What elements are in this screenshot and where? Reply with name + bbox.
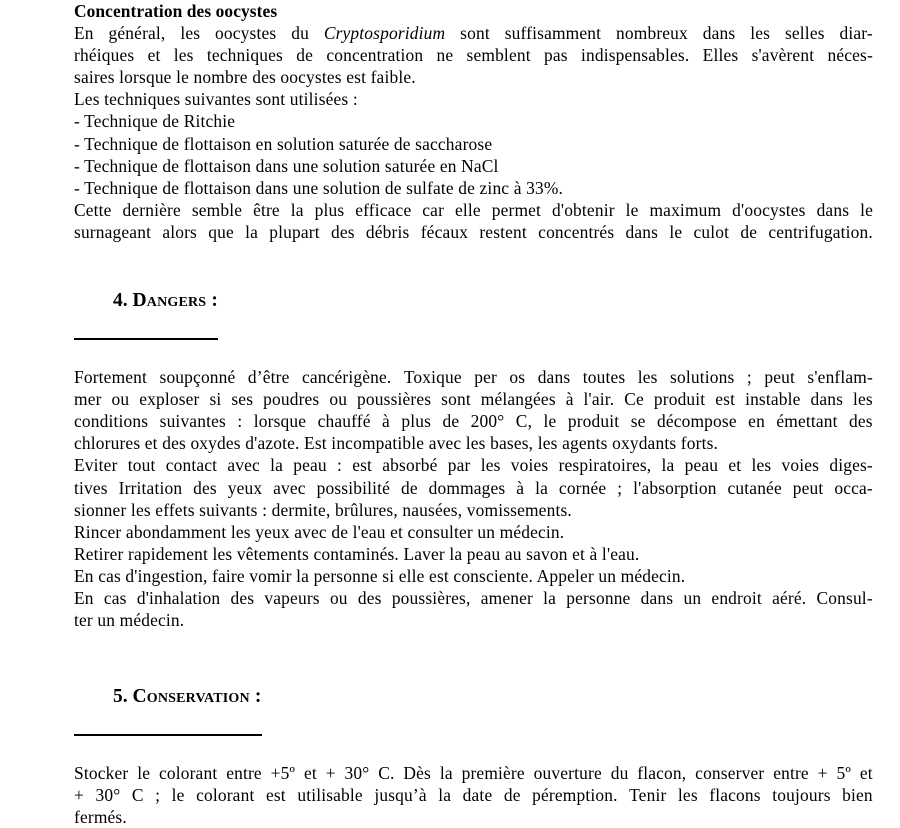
- line-word: exploser: [139, 389, 205, 410]
- text-line: [74, 221, 873, 243]
- line-word: occa-: [834, 477, 873, 498]
- spacer-after-dangers-heading: [74, 340, 873, 366]
- text-line: [74, 499, 873, 521]
- line-word: mer: [74, 389, 107, 410]
- line-word: se: [630, 411, 651, 432]
- line-word: un: [683, 587, 706, 608]
- line-word: :: [237, 411, 247, 432]
- line-word: dans: [537, 367, 575, 388]
- text-line: [74, 366, 873, 388]
- line-word: et: [859, 763, 873, 784]
- line-word: les: [750, 23, 775, 44]
- line-word: néces-: [827, 45, 873, 66]
- text-line: [74, 565, 873, 587]
- line-word: 5º: [836, 763, 856, 784]
- line-word: En: [74, 23, 99, 44]
- line-word: entre: [773, 763, 814, 784]
- heading-title: Dangers :: [132, 290, 219, 312]
- section-heading-dangers: [74, 265, 218, 340]
- line-word: des: [230, 587, 259, 608]
- line-word: à: [516, 477, 529, 498]
- line-word: la: [661, 455, 679, 476]
- line-word: respiratoires,: [558, 455, 656, 476]
- line-word: ouverture: [533, 763, 607, 784]
- line-word: à: [382, 411, 395, 432]
- line-word: des: [330, 221, 360, 242]
- line-word: la: [543, 587, 561, 608]
- line-word: d’être: [247, 367, 295, 388]
- line-word: culot: [693, 221, 734, 242]
- text-line: [74, 762, 873, 784]
- line-word: contact: [165, 455, 222, 476]
- line-word: Stocker: [74, 763, 133, 784]
- line-word: efficace: [355, 199, 416, 220]
- line-word: voies: [510, 455, 553, 476]
- line-word: de: [296, 45, 318, 66]
- line-word: d'oocystes: [732, 199, 811, 220]
- line-word: par: [447, 455, 476, 476]
- line-word: per: [474, 367, 502, 388]
- line-word: diges-: [829, 455, 873, 476]
- line-word: colorant: [196, 785, 259, 806]
- text-line: [74, 66, 873, 88]
- line-word: est: [265, 785, 291, 806]
- line-word: des: [193, 477, 222, 498]
- line-word: ;: [155, 785, 165, 806]
- line-word: toutes: [582, 367, 630, 388]
- line-word: poussières,: [391, 587, 476, 608]
- line-word: poussières: [357, 389, 436, 410]
- line-word: permet: [491, 199, 546, 220]
- line-word: oocystes: [215, 23, 281, 44]
- line-word: peut: [764, 367, 800, 388]
- line-word: Fortement: [74, 367, 152, 388]
- heading-conservation-wrapper: [74, 661, 873, 736]
- line-word: avec: [227, 455, 265, 476]
- line-word: d'inhalation: [136, 587, 225, 608]
- line-word: yeux: [227, 477, 267, 498]
- line-word: et: [147, 45, 165, 66]
- line-word: l'air.: [583, 389, 619, 410]
- line-word: à: [565, 389, 579, 410]
- text-column: [74, 0, 873, 828]
- line-word: semblent: [466, 45, 536, 66]
- line-word: des: [849, 411, 873, 432]
- line-word: personne: [566, 587, 635, 608]
- heading-title: Conservation :: [132, 686, 262, 708]
- line-word: dans: [625, 221, 663, 242]
- line-word: os: [509, 367, 530, 388]
- text-line: [74, 784, 873, 806]
- line-word: pas: [543, 45, 573, 66]
- line-word: selles: [784, 23, 830, 44]
- line-word: ou: [329, 587, 353, 608]
- line-word: flacons: [709, 785, 766, 806]
- line-word: de: [740, 221, 762, 242]
- line-word: la: [535, 477, 553, 498]
- line-word: nombreux: [616, 23, 693, 44]
- line-word: peau: [293, 455, 332, 476]
- line-word: les: [751, 455, 776, 476]
- line-word: Ce: [624, 389, 649, 410]
- italic-term: Cryptosporidium: [323, 23, 446, 44]
- line-word: plus: [401, 411, 436, 432]
- line-word: chauffé: [317, 411, 376, 432]
- line-word: la: [290, 199, 309, 220]
- paragraph-dangers-4: [74, 543, 873, 565]
- line-word: les: [173, 45, 199, 66]
- line-word: 30°: [344, 763, 374, 784]
- line-word: produit: [653, 389, 710, 410]
- line-word: centrifugation.: [768, 221, 873, 242]
- line-word: de: [400, 477, 423, 498]
- line-word: diar-: [839, 23, 873, 44]
- line-word: concentrés: [538, 221, 619, 242]
- line-word: les: [480, 455, 506, 476]
- line-word: débris: [365, 221, 414, 242]
- line-word: Consul-: [816, 587, 873, 608]
- line-word: :: [336, 455, 347, 476]
- line-word: en: [748, 411, 770, 432]
- list-item-nacl: [74, 155, 873, 177]
- line-word: Eviter: [74, 455, 123, 476]
- line-word: émettant: [776, 411, 843, 432]
- list-item-text: - Technique de Ritchie: [74, 111, 236, 132]
- heading-number: 4.: [113, 290, 128, 312]
- line-word: toujours: [772, 785, 836, 806]
- section-heading-conservation: [74, 661, 262, 736]
- line-word: dernière: [122, 199, 186, 220]
- line-word: 200°: [470, 411, 509, 432]
- heading-number: 5.: [113, 686, 128, 708]
- line-word: dans: [810, 389, 848, 410]
- line-word: utilisable: [297, 785, 368, 806]
- line-word: endroit: [711, 587, 767, 608]
- line-word: fécaux: [420, 221, 473, 242]
- line-word: entre: [226, 763, 267, 784]
- line-word: première: [461, 763, 530, 784]
- line-word: ;: [617, 477, 627, 498]
- line-word: semble: [191, 199, 247, 220]
- line-word: colorant: [158, 763, 222, 784]
- line-word: Toxique: [403, 367, 467, 388]
- line-word: avec: [273, 477, 311, 498]
- line-word: C,: [515, 411, 537, 432]
- line-word: le: [543, 411, 561, 432]
- line-word: décompose: [656, 411, 742, 432]
- line-word: le: [137, 763, 155, 784]
- paragraph-oocyst-conclusion: [74, 199, 873, 243]
- text-line: [74, 388, 873, 410]
- line-word: du: [610, 763, 633, 784]
- list-item-sulfate-de-zinc: [74, 177, 873, 199]
- line-word: les: [637, 367, 663, 388]
- line-word: ne: [436, 45, 458, 66]
- line-word: cas: [103, 587, 132, 608]
- line-word: ;: [746, 367, 757, 388]
- line-word: flacon,: [637, 763, 691, 784]
- line-word: être: [253, 199, 285, 220]
- line-word: car: [422, 199, 449, 220]
- line-word: plupart: [269, 221, 325, 242]
- line-word: fermés.: [74, 807, 127, 828]
- line-word: absorbé: [382, 455, 443, 476]
- line-word: indispensables.: [580, 45, 694, 66]
- line-word: ses: [231, 389, 258, 410]
- line-word: les: [677, 785, 703, 806]
- heading-dangers-wrapper: [74, 265, 873, 340]
- line-word: vapeurs: [264, 587, 325, 608]
- line-word: techniques: [206, 45, 288, 66]
- line-text: Les techniques suivantes sont utilisées :: [74, 89, 358, 110]
- line-word: C: [131, 785, 149, 806]
- paragraph-dangers-3: [74, 521, 873, 543]
- line-word: poudres: [263, 389, 324, 410]
- line-word: +5º: [270, 763, 300, 784]
- line-word: conditions: [74, 411, 153, 432]
- line-word: le: [669, 221, 687, 242]
- line-word: restent: [479, 221, 532, 242]
- line-word: est: [715, 389, 740, 410]
- line-word: l'absorption: [633, 477, 722, 498]
- line-word: que: [208, 221, 239, 242]
- subheading-concentration-des-oocystes: Concentration des oocystes: [74, 1, 278, 21]
- line-word: jusqu’à: [374, 785, 432, 806]
- line-word: cutanée: [727, 477, 787, 498]
- line-word: rhéiques: [74, 45, 139, 66]
- line-word: amener: [480, 587, 538, 608]
- list-item-text: - Technique de flottaison dans une solution de sulfate de zinc à 33%.: [74, 177, 564, 198]
- line-word: le: [860, 199, 873, 220]
- line-word: cornée: [558, 477, 611, 498]
- line-word: ou: [111, 389, 134, 410]
- spacer-before-conservation-heading: [74, 631, 873, 661]
- line-word: surnageant: [74, 221, 156, 242]
- text-line: [74, 410, 873, 432]
- list-item-text: - Technique de flottaison dans une solution saturée en NaCl: [74, 155, 499, 176]
- line-word: produit: [567, 411, 624, 432]
- line-word: elle: [454, 199, 486, 220]
- text-line: [74, 521, 873, 543]
- line-word: plus: [314, 199, 349, 220]
- line-word: concentration: [326, 45, 428, 66]
- paragraph-oocyst-intro: [74, 22, 873, 88]
- line-word: peau: [684, 455, 723, 476]
- line-word: mélangées: [480, 389, 561, 410]
- line-word: dans: [702, 23, 740, 44]
- line-word: ter un médecin.: [74, 610, 185, 631]
- paragraph-conservation-1: [74, 762, 873, 828]
- line-word: du: [291, 23, 314, 44]
- line-word: soupçonné: [159, 367, 240, 388]
- line-word: voies: [781, 455, 824, 476]
- paragraph-dangers-5: [74, 565, 873, 587]
- line-word: de: [503, 785, 526, 806]
- line-word: les: [180, 23, 205, 44]
- list-item-saccharose: [74, 133, 873, 155]
- line-word: Elles: [702, 45, 743, 66]
- line-word: et: [728, 455, 746, 476]
- line-word: +: [817, 763, 833, 784]
- paragraph-dangers-2: [74, 454, 873, 520]
- text-line: [74, 199, 873, 221]
- line-word: bien: [842, 785, 873, 806]
- line-word: s'enflam-: [807, 367, 873, 388]
- line-word: saires lorsque le nombre des oocystes est faible.: [74, 67, 416, 88]
- line-word: dommages: [428, 477, 510, 498]
- line-word: +: [74, 785, 89, 806]
- line-word: des: [357, 587, 387, 608]
- line-word: Rincer abondamment les yeux avec de l'eau et consulter un médecin.: [74, 521, 565, 542]
- line-word: suffisamment: [504, 23, 606, 44]
- line-word: 30°: [95, 785, 125, 806]
- spacer-before-dangers-heading: [74, 243, 873, 265]
- line-word: date: [462, 785, 497, 806]
- line-word: sont: [441, 389, 476, 410]
- line-word: dans: [640, 587, 678, 608]
- line-word: Dès: [403, 763, 436, 784]
- line-word: le: [625, 199, 644, 220]
- text-line: [74, 806, 873, 828]
- line-word: ou: [329, 389, 352, 410]
- text-line: [74, 609, 873, 631]
- line-word: En cas d'ingestion, faire vomir la personne si elle est consciente. Appeler un médecin.: [74, 565, 686, 586]
- line-word: Cette: [74, 199, 117, 220]
- line-word: la: [438, 785, 456, 806]
- line-word: général,: [108, 23, 170, 44]
- line-word: instable: [745, 389, 806, 410]
- line-word: Tenir: [629, 785, 671, 806]
- line-word: suivantes: [159, 411, 231, 432]
- line-word: péremption.: [532, 785, 623, 806]
- line-word: la: [245, 221, 263, 242]
- line-word: alors: [162, 221, 202, 242]
- line-word: tout: [127, 455, 161, 476]
- line-word: la: [270, 455, 288, 476]
- line-word: la: [439, 763, 458, 784]
- line-word: possibilité: [316, 477, 395, 498]
- line-word: cancérigène.: [301, 367, 396, 388]
- line-word: lorsque: [253, 411, 311, 432]
- line-word: Irritation: [118, 477, 187, 498]
- line-intro-list: [74, 88, 873, 110]
- line-word: solutions: [670, 367, 739, 388]
- line-word: dans: [816, 199, 854, 220]
- list-item-text: - Technique de flottaison en solution saturée de saccharose: [74, 133, 493, 154]
- text-line: [74, 477, 873, 499]
- paragraph-dangers-1: [74, 366, 873, 454]
- line-word: aéré.: [772, 587, 811, 608]
- line-word: sionner les effets suivants : dermite, brûlures, nausées, vomissements.: [74, 499, 572, 520]
- line-word: Retirer rapidement les vêtements contaminés. Laver la peau au savon et à l'eau.: [74, 543, 640, 564]
- line-word: conserver: [695, 763, 769, 784]
- paragraph-dangers-6: [74, 587, 873, 631]
- line-word: +: [325, 763, 341, 784]
- line-word: les: [853, 389, 873, 410]
- line-word: chlorures et des oxydes d'azote. Est incompatible avec les bases, les agents oxydants forts.: [74, 433, 719, 454]
- line-word: si: [209, 389, 226, 410]
- line-word: maximum: [649, 199, 726, 220]
- text-line: [74, 44, 873, 66]
- line-word: sont: [455, 23, 495, 44]
- line-word: tives: [74, 477, 113, 498]
- line-word: peut: [792, 477, 828, 498]
- list-item-ritchie: [74, 110, 873, 132]
- line-word: C.: [378, 763, 400, 784]
- text-line: [74, 432, 873, 454]
- line-word: est: [352, 455, 377, 476]
- line-word: s'avèrent: [751, 45, 819, 66]
- text-line: [74, 587, 873, 609]
- text-line: [74, 454, 873, 476]
- line-word: d'obtenir: [552, 199, 620, 220]
- line-word: En: [74, 587, 99, 608]
- line-word: le: [171, 785, 190, 806]
- spacer-after-conservation-heading: [74, 736, 873, 762]
- line-word: de: [442, 411, 464, 432]
- text-line: [74, 22, 873, 44]
- line-word: et: [303, 763, 322, 784]
- text-line: [74, 543, 873, 565]
